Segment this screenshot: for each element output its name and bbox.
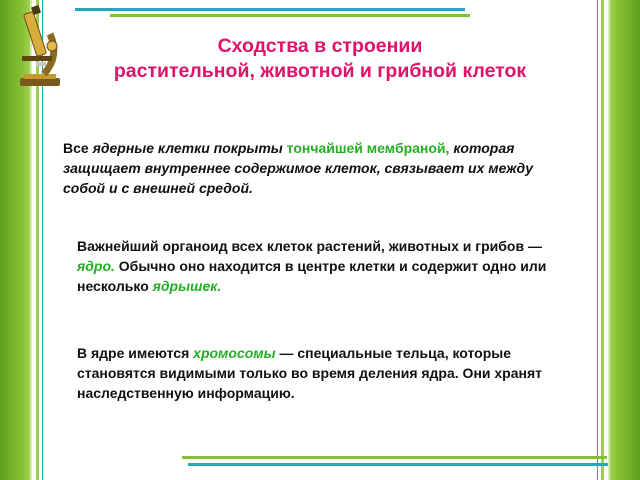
p3-text-1: В ядре имеются	[77, 345, 194, 361]
p3-text-2: — специальные тельца, которые становятся видимыми только во время деления ядра. Они хранят наследственную информацию.	[77, 345, 543, 401]
p1-text-2: ядерные клетки покрыты	[92, 140, 287, 156]
frame-line-right-3	[608, 0, 610, 480]
title-line-2: растительной, животной и грибной клеток	[113, 60, 527, 82]
p2-text-1: Важнейший органоид всех клеток растений, животных и грибов —	[77, 238, 542, 254]
paragraph-chromosomes	[77, 343, 567, 403]
bottom-line-green	[182, 456, 607, 459]
slide-title	[40, 34, 600, 84]
top-line-teal	[75, 8, 465, 11]
p2-text-2: Обычно оно находится в центре клетки и содержит одно или несколько	[77, 258, 547, 294]
p1-text-1: Все	[63, 140, 93, 156]
top-line-green	[110, 14, 470, 17]
p2-highlight-nucleus: ядро.	[77, 258, 115, 274]
p1-text-3: которая защищает внутреннее содержимое клеток, связывает их между собой и с внешней средой.	[63, 140, 533, 196]
paragraph-membrane	[63, 138, 563, 198]
paragraph-nucleus	[77, 236, 567, 296]
p3-highlight-chromosomes: хромосомы	[193, 345, 276, 361]
title-line-1: Сходства в строении	[217, 35, 423, 57]
p1-highlight-membrane: тончайшей мембраной,	[286, 140, 450, 156]
frame-line-right-2	[601, 0, 604, 480]
bottom-line-teal	[188, 463, 608, 466]
p2-highlight-nucleoli: ядрышек.	[152, 278, 222, 294]
